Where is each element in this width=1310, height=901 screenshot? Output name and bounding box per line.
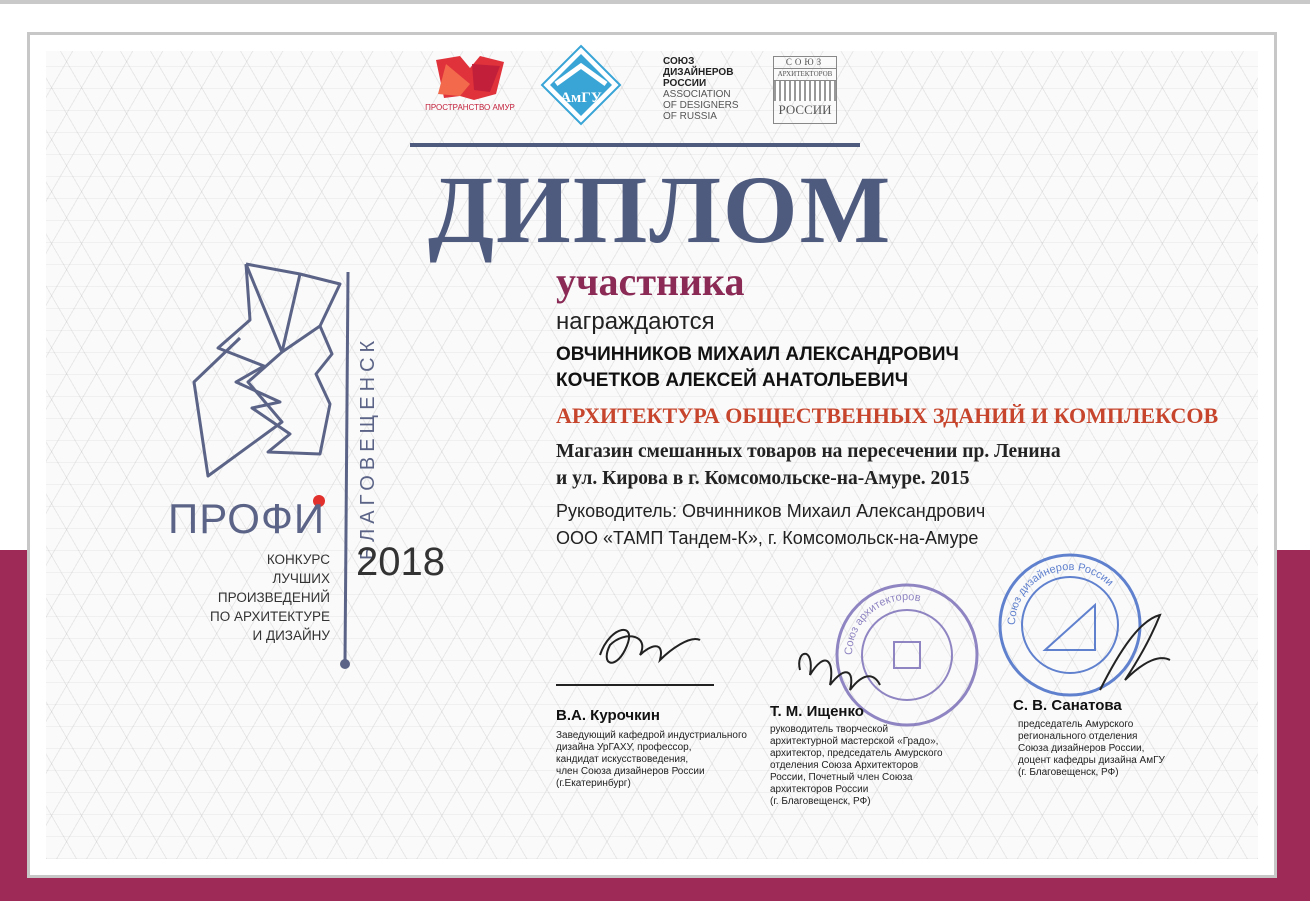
signature-kurochkin bbox=[580, 615, 720, 685]
designers-ru-line1: СОЮЗ bbox=[663, 56, 695, 67]
signature-ishchenko bbox=[790, 630, 890, 710]
designers-ru-line3: РОССИИ bbox=[663, 78, 707, 89]
signatory-3-name: С. В. Санатова bbox=[1013, 697, 1122, 714]
prostranstvo-amur-logo bbox=[425, 54, 515, 126]
architects-line1: СОЮЗ bbox=[774, 57, 836, 69]
awarded-label: награждаются bbox=[556, 308, 715, 335]
profi-brand: ПРОФИ bbox=[168, 495, 326, 542]
contest-year: 2018 bbox=[356, 540, 445, 584]
contest-line-3: ПРОИЗВЕДЕНИЙ bbox=[217, 590, 330, 605]
architects-line2: АРХИТЕКТОРОВ bbox=[774, 69, 836, 81]
signatory-3-desc-line: председатель Амурского bbox=[1018, 719, 1134, 730]
project-title bbox=[556, 438, 1206, 492]
signatory-1-desc-line: (г.Екатеринбург) bbox=[556, 778, 631, 789]
designers-en-line1: ASSOCIATION bbox=[663, 89, 731, 100]
signatory-2-desc-line: архитекторов России bbox=[770, 784, 869, 795]
signatory-2-desc-line: архитектор, председатель Амурского bbox=[770, 748, 943, 759]
signatory-2-desc-line: России, Почетный член Союза bbox=[770, 772, 913, 783]
signatory-1-name: В.А. Курочкин bbox=[556, 707, 660, 724]
signatory-3-desc-line: доцент кафедры дизайна АмГУ bbox=[1018, 755, 1165, 766]
signatory-1-desc-line: кандидат искусствоведения, bbox=[556, 754, 689, 765]
signature-sanatova bbox=[1090, 610, 1180, 700]
signatory-3-desc-line: регионального отделения bbox=[1018, 731, 1138, 742]
contest-line-1: КОНКУРС bbox=[266, 552, 330, 567]
architects-columns bbox=[774, 81, 836, 101]
signatory-2-name: Т. М. Ищенко bbox=[770, 703, 864, 720]
signatory-3-desc-line: Союза дизайнеров России, bbox=[1018, 743, 1145, 754]
signature-line-1 bbox=[556, 684, 714, 686]
recipient-name-2: КОЧЕТКОВ АЛЕКСЕЙ АНАТОЛЬЕВИЧ bbox=[556, 370, 909, 391]
contest-line-5: И ДИЗАЙНУ bbox=[252, 628, 330, 643]
designers-ru-line2: ДИЗАЙНЕРОВ bbox=[663, 67, 734, 78]
amgu-logo bbox=[540, 44, 622, 126]
designers-stamp-text: Союз дизайнеров России bbox=[1005, 560, 1116, 626]
city-name: БЛАГОВЕЩЕНСК bbox=[357, 335, 379, 560]
signatory-2-desc-line: (г. Благовещенск, РФ) bbox=[770, 796, 871, 807]
project-line-1: Магазин смешанных товаров на пересечении пр. Ленина bbox=[556, 441, 1061, 462]
city-vertical bbox=[354, 262, 380, 562]
designers-en-line3: OF RUSSIA bbox=[663, 111, 717, 122]
contest-line-2: ЛУЧШИХ bbox=[272, 571, 330, 586]
prostranstvo-text: ПРОСТРАНСТВО АМУР bbox=[425, 103, 515, 112]
nomination-category: АРХИТЕКТУРА ОБЩЕСТВЕННЫХ ЗДАНИЙ И КОМПЛЕКСОВ bbox=[556, 403, 1219, 428]
signatory-1-desc-line: Заведующий кафедрой индустриального bbox=[556, 730, 747, 741]
signatory-1-desc-line: дизайна УрГАХУ, профессор, bbox=[556, 742, 692, 753]
diploma-title: ДИПЛОМ bbox=[428, 156, 893, 263]
signatory-1-desc bbox=[556, 730, 747, 790]
signatory-1-desc-line: член Союза дизайнеров России bbox=[556, 766, 705, 777]
architects-union-logo bbox=[773, 56, 837, 124]
amgu-text: АмГУ bbox=[560, 90, 602, 106]
project-line-2: и ул. Кирова в г. Комсомольске-на-Амуре. 2015 bbox=[556, 468, 970, 489]
designers-union-logo bbox=[663, 56, 739, 122]
contest-description bbox=[200, 550, 330, 645]
architects-line3: РОССИИ bbox=[778, 102, 832, 117]
supervisor-text: Руководитель: Овчинников Михаил Александрович bbox=[556, 501, 986, 521]
architects-stamp-text: Союз архитекторов bbox=[842, 590, 922, 656]
top-frame-line bbox=[0, 0, 1310, 4]
signatory-2-desc-line: архитектурной мастерской «Градо», bbox=[770, 736, 939, 747]
signatory-3-desc-line: (г. Благовещенск, РФ) bbox=[1018, 767, 1119, 778]
title-rule bbox=[410, 143, 860, 147]
diploma-subtitle: участника bbox=[556, 259, 745, 304]
designers-en-line2: OF DESIGNERS bbox=[663, 100, 739, 111]
signatory-2-desc bbox=[770, 724, 943, 808]
signatory-2-desc-line: отделения Союза Архитекторов bbox=[770, 760, 919, 771]
organization-text: ООО «ТАМП Тандем-К», г. Комсомольск-на-Амуре bbox=[556, 528, 979, 548]
signatory-2-desc-line: руководитель творческой bbox=[770, 724, 889, 735]
signatory-3-desc bbox=[1018, 719, 1165, 779]
contest-line-4: ПО АРХИТЕКТУРЕ bbox=[209, 609, 330, 624]
recipient-name-1: ОВЧИННИКОВ МИХАИЛ АЛЕКСАНДРОВИЧ bbox=[556, 344, 959, 365]
